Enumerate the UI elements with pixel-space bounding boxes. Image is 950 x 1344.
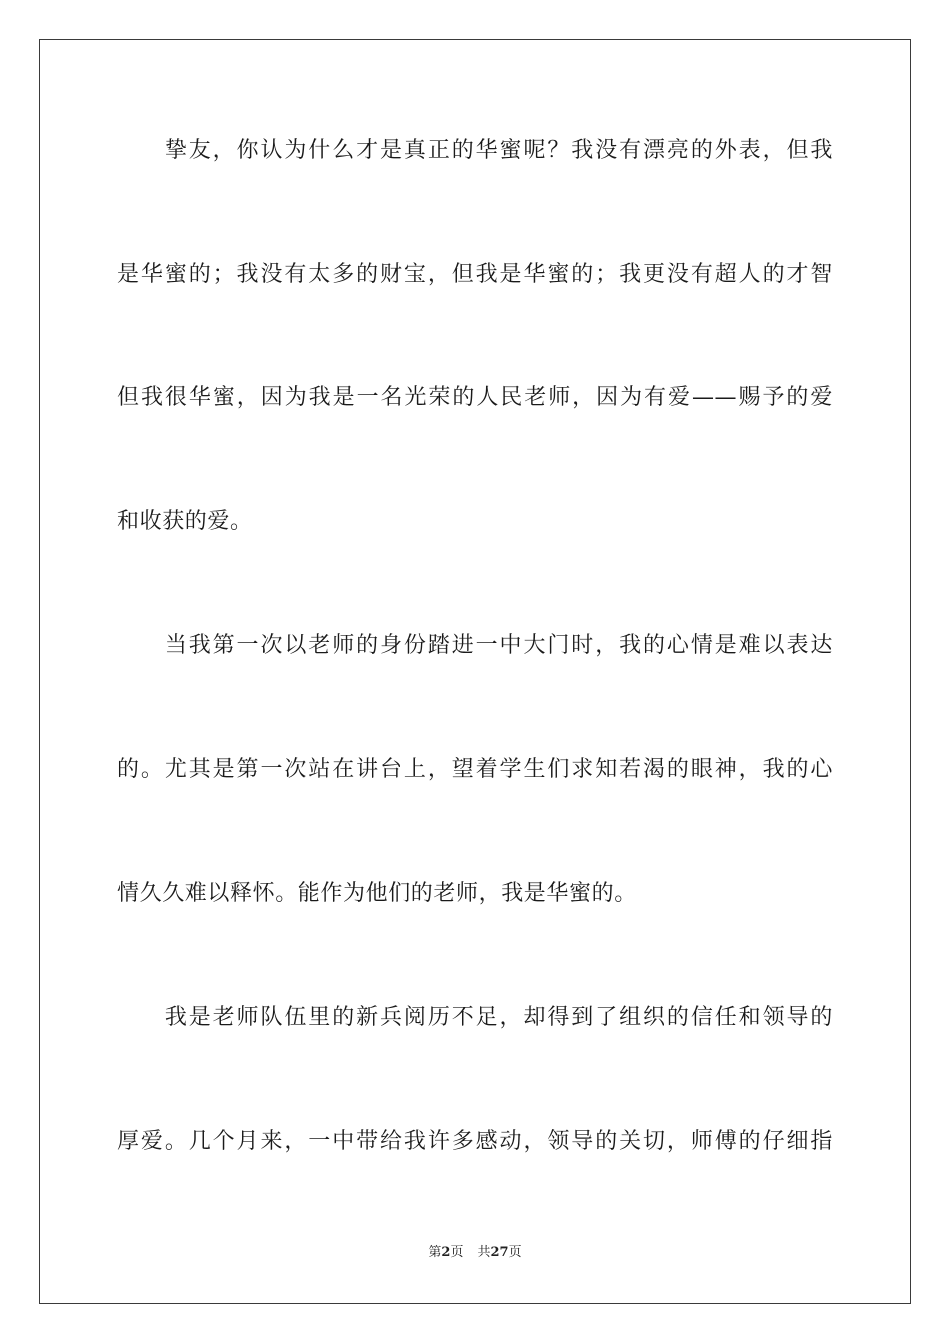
text-line-2: 是华蜜的；我没有太多的财宝，但我是华蜜的；我更没有超人的才智 — [117, 262, 833, 287]
text-line-9: 厚爱。几个月来，一中带给我许多感动，领导的关切，师傅的仔细指 — [117, 1129, 833, 1154]
text-line-6: 的。尤其是第一次站在讲台上，望着学生们求知若渴的眼神，我的心 — [117, 757, 833, 782]
total-suffix: 页 — [508, 1245, 522, 1260]
text-line-8: 我是老师队伍里的新兵阅历不足，却得到了组织的信任和领导的 — [117, 1005, 833, 1030]
total-prefix: 共 — [477, 1245, 491, 1260]
page-footer — [0, 1244, 950, 1262]
text-line-4: 和收获的爱。 — [117, 509, 253, 534]
page-suffix: 页 — [450, 1245, 464, 1260]
page-current: 2 — [441, 1245, 451, 1260]
page-prefix: 第 — [428, 1245, 442, 1260]
page-frame — [39, 39, 911, 1304]
text-line-3: 但我很华蜜，因为我是一名光荣的人民老师，因为有爱——赐予的爱 — [117, 385, 833, 410]
page-total: 27 — [490, 1245, 509, 1260]
text-line-5: 当我第一次以老师的身份踏进一中大门时，我的心情是难以表达 — [117, 633, 833, 658]
text-line-7: 情久久难以释怀。能作为他们的老师，我是华蜜的。 — [117, 881, 637, 906]
text-line-1: 挚友，你认为什么才是真正的华蜜呢？我没有漂亮的外表，但我 — [117, 138, 833, 163]
